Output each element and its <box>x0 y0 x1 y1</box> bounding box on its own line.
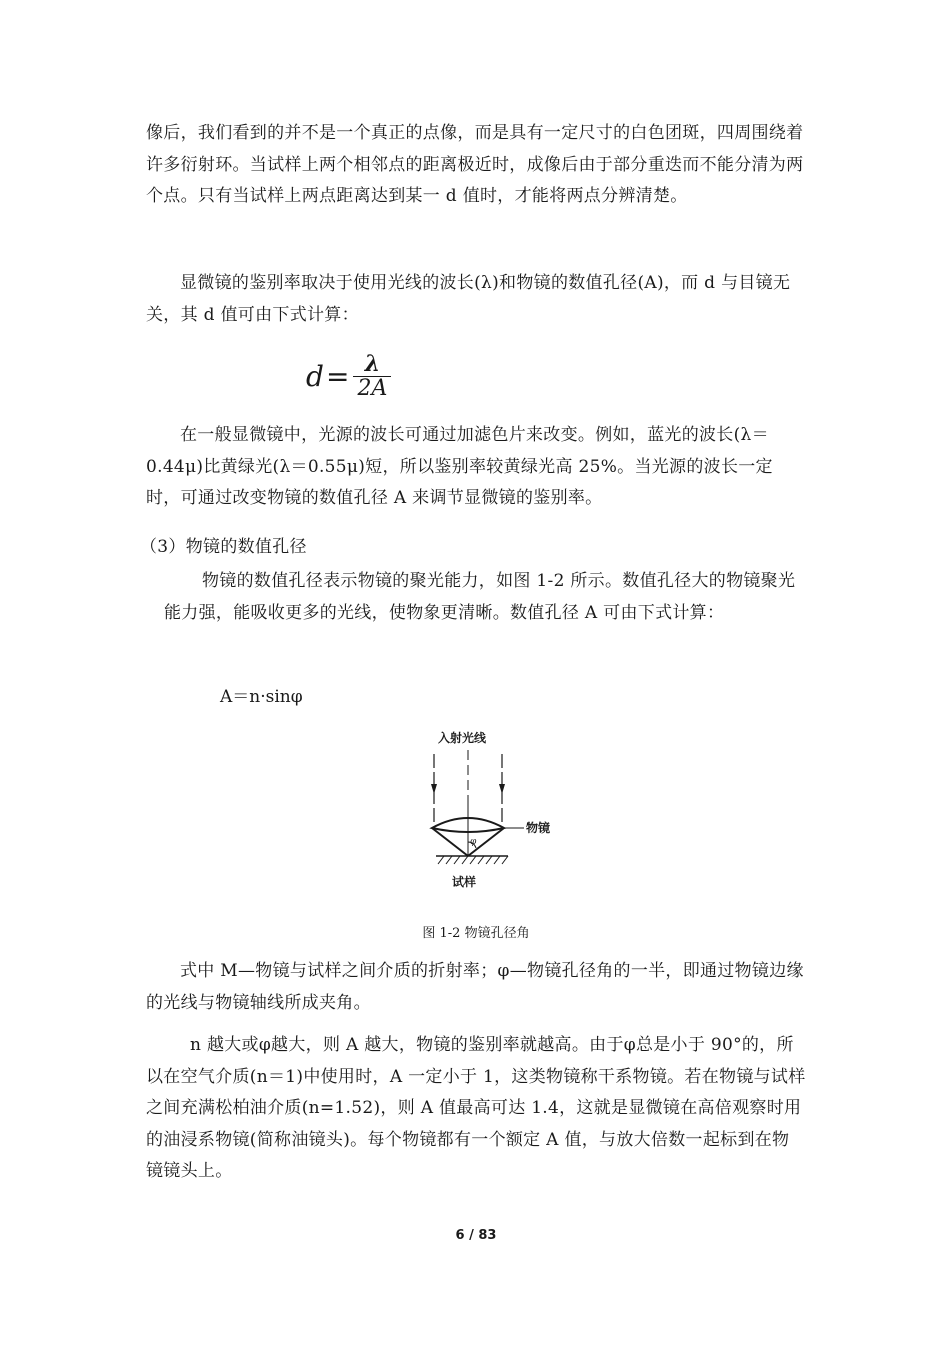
formula-resolution <box>306 352 391 401</box>
paragraph-resolution-intro: 显微镜的鉴别率取决于使用光线的波长(λ)和物镜的数值孔径(A)，而 d 与目镜无关，其 d 值可由下式计算： <box>146 273 791 325</box>
paragraph-numerical-aperture: 物镜的数值孔径表示物镜的聚光能力，如图 1-2 所示。数值孔径大的物镜聚光能力强，能吸收更多的光线，使物象更清晰。数值孔径 A 可由下式计算： <box>164 571 796 623</box>
paragraph-oil-immersion: n 越大或φ越大，则 A 越大，物镜的鉴别率就越高。由于φ总是小于 90°的，所以在空气介质(n＝1)中使用时，A 一定小于 1，这类物镜称干系物镜。若在物镜与试样之间充满松柏油介质(n=1.52)，则 A 值最高可达 1.4，这就是显微镜在高倍观察时用的油浸系物镜(简称油镜头)。每个物镜都有一个额定 A 值，与放大倍数一起标到在物镜镜头上。 <box>146 1035 806 1181</box>
formula-d-fraction <box>353 352 391 401</box>
arrow-left <box>431 784 437 794</box>
aperture-diagram <box>396 724 566 894</box>
paragraph-symbol-definitions: 式中 M—物镜与试样之间介质的折射率；φ—物镜孔径角的一半，即通过物镜边缘的光线与物镜轴线所成夹角。 <box>146 961 804 1013</box>
figure-aperture-angle <box>396 724 566 894</box>
formula-aperture: A＝n·sinφ <box>220 687 303 707</box>
formula-d-denominator: 2A <box>357 376 388 401</box>
label-objective: 物镜 <box>526 821 551 835</box>
formula-d-numerator: λ <box>364 351 381 377</box>
section-heading-3: （3）物镜的数值孔径 <box>140 537 307 557</box>
label-incident-light: 入射光线 <box>438 731 487 745</box>
page-number: 6 / 83 <box>455 1228 497 1243</box>
label-angle: φ <box>470 837 477 847</box>
arrow-right <box>499 784 505 794</box>
formula-d-lhs: d <box>306 360 324 393</box>
paragraph-diffraction: 像后，我们看到的并不是一个真正的点像，而是具有一定尺寸的白色团斑，四周围绕着许多衍射环。当试样上两个相邻点的距离极近时，成像后由于部分重迭而不能分清为两个点。只有当试样上两点距离达到某一 d 值时，才能将两点分辨清楚。 <box>146 123 804 206</box>
figure-caption: 图 1-2 物镜孔径角 <box>422 926 530 941</box>
paragraph-wavelength: 在一般显微镜中，光源的波长可通过加滤色片来改变。例如，蓝光的波长(λ＝0.44μ)比黄绿光(λ＝0.55μ)短，所以鉴别率较黄绿光高 25%。当光源的波长一定时，可通过改变物镜的数值孔径 A 来调节显微镜的鉴别率。 <box>146 425 773 508</box>
label-specimen: 试样 <box>452 875 477 889</box>
formula-d-equals: = <box>325 360 350 393</box>
specimen-hatching <box>438 856 508 864</box>
